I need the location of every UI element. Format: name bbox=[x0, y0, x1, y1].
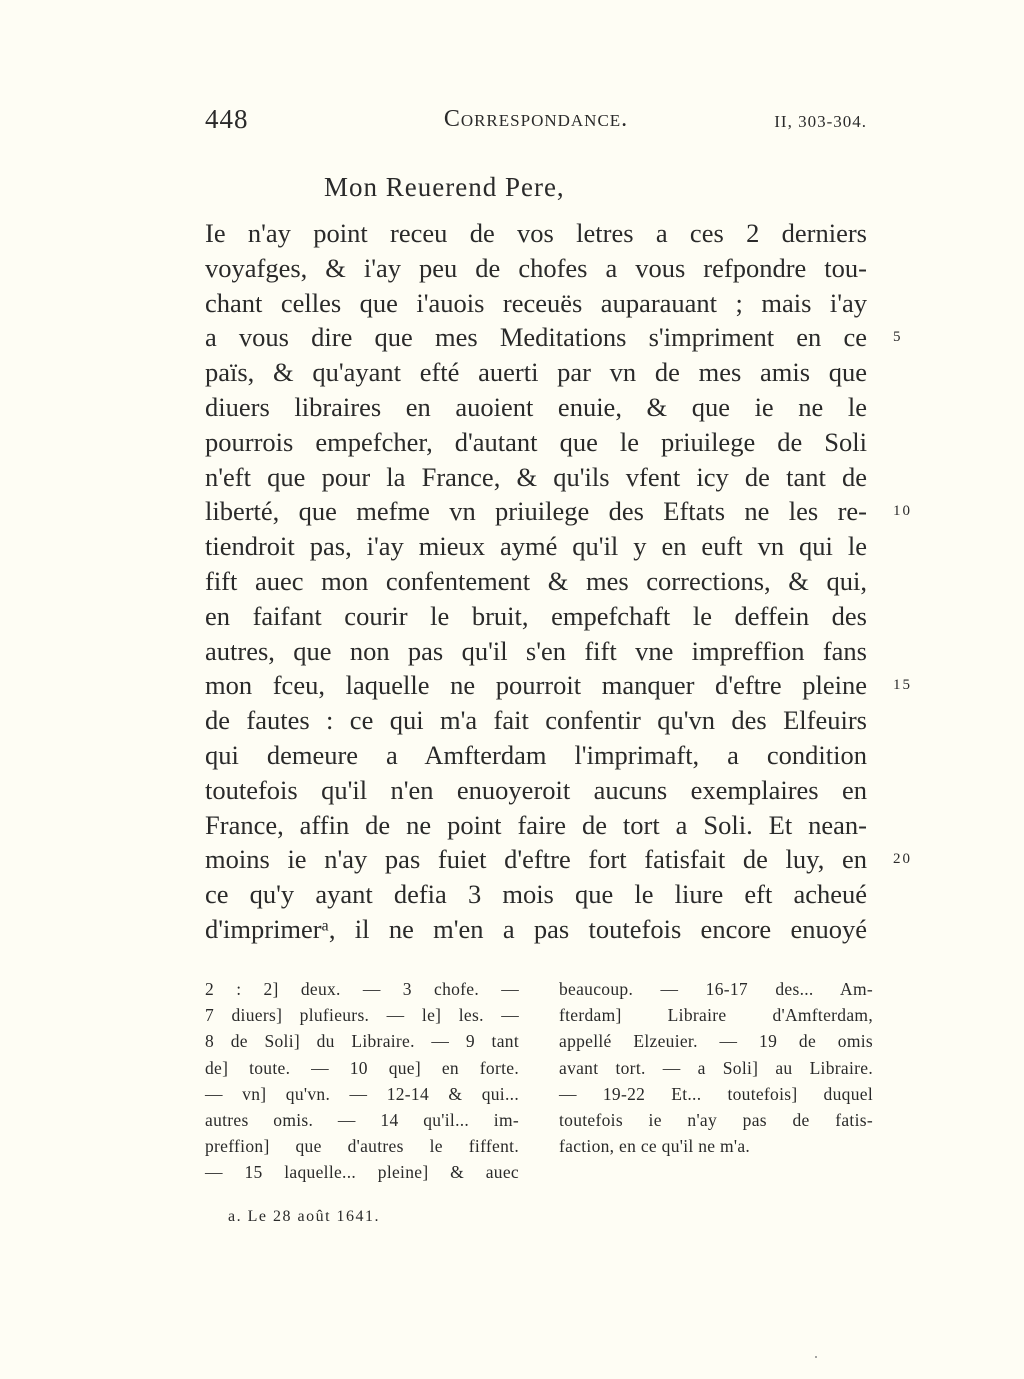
text-line: autres, que non pas qu'il s'en fift vne impreffion fans bbox=[205, 635, 867, 666]
salutation: Mon Reuerend Pere, bbox=[324, 172, 565, 202]
text-line: d'imprimerᵃ, il ne m'en a pas toutefois encore enuoyé bbox=[205, 913, 867, 944]
text-line: Ie n'ay point receu de vos letres a ces 2 derniers bbox=[205, 218, 867, 248]
variant-note-line: autres omis. — 14 qu'il... im- bbox=[205, 1109, 519, 1130]
text-line: tiendroit pas, i'ay mieux aymé qu'il y en euft vn qui le bbox=[205, 531, 867, 562]
running-title: Correspondance. bbox=[443, 106, 629, 132]
line-number: 15 bbox=[893, 677, 912, 694]
variant-note-line: — 15 laquelle... pleine] & auec bbox=[205, 1162, 519, 1183]
text-line: voyafges, & i'ay peu de chofes a vous refpondre tou- bbox=[205, 252, 867, 283]
text-line: n'eft que pour la France, & qu'ils vfent icy de tant de bbox=[205, 461, 867, 492]
variant-notes-right-column bbox=[559, 976, 873, 1159]
text-line: fift auec mon confentement & mes corrections, & qui, bbox=[205, 565, 867, 596]
page-number: 448 bbox=[205, 104, 249, 134]
variant-note-line: 7 diuers] plufieurs. — le] les. — bbox=[205, 1005, 519, 1026]
variant-note-line: 8 de Soli] du Libraire. — 9 tant bbox=[205, 1031, 519, 1052]
variant-note-line: beaucoup. — 16-17 des... Am- bbox=[559, 979, 873, 999]
text-line: païs, & qu'ayant efté auerti par vn de mes amis que bbox=[205, 357, 867, 388]
line-number: 10 bbox=[893, 503, 912, 520]
variant-note-line: faction, en ce qu'il ne m'a. bbox=[559, 1136, 751, 1157]
text-line: a vous dire que mes Meditations s'impriment en ce 5 bbox=[205, 320, 867, 355]
text-line: qui demeure a Amfterdam l'imprimaft, a condition bbox=[205, 739, 867, 770]
letter-body bbox=[205, 216, 912, 947]
variant-notes-left-column bbox=[205, 976, 519, 1186]
variant-note-line: fterdam] Libraire d'Amfterdam, bbox=[559, 1005, 873, 1026]
text-line: diuers libraires en auoient enuie, & que ie ne le bbox=[205, 391, 867, 422]
text-line: de fautes : ce qui m'a fait confentir qu'vn des Elfeuirs bbox=[205, 705, 867, 736]
text-line: France, affin de ne point faire de tort a Soli. Et nean- bbox=[205, 809, 867, 840]
variant-note-line: 2 : 2] deux. — 3 chofe. — bbox=[205, 979, 519, 999]
text-line: ce qu'y ayant defia 3 mois que le liure eft acheué bbox=[205, 879, 867, 910]
variant-note-line: preffion] que d'autres le fiffent. bbox=[205, 1136, 519, 1157]
text-line: en faifant courir le bruit, empefchaft le deffein des bbox=[205, 600, 867, 631]
text-line: chant celles que i'auois receuës auparauant ; mais i'ay bbox=[205, 287, 867, 318]
variant-note-line: avant tort. — a Soli] au Libraire. bbox=[559, 1057, 873, 1078]
page-header bbox=[205, 104, 867, 140]
variant-note-line: de] toute. — 10 que] en forte. bbox=[205, 1057, 519, 1078]
text-line: liberté, que mefme vn priuilege des Eftats ne les re- 10 bbox=[205, 494, 867, 529]
text-line: pourrois empefcher, d'autant que le priuilege de Soli bbox=[205, 426, 867, 457]
volume-reference: II, 303-304. bbox=[774, 112, 867, 131]
variant-note-line: appellé Elzeuier. — 19 de omis bbox=[559, 1031, 873, 1052]
variant-note-line: toutefois ie n'ay pas de fatis- bbox=[559, 1109, 873, 1130]
text-line: toutefois qu'il n'en enuoyeroit aucuns exemplaires en bbox=[205, 774, 867, 805]
footnote: a. Le 28 août 1641. bbox=[228, 1208, 381, 1225]
variant-note-line: — 19-22 Et... toutefois] duquel bbox=[559, 1083, 873, 1104]
text-line: mon fceu, laquelle ne pourroit manquer d'eftre pleine 15 bbox=[205, 668, 867, 703]
line-number: 5 bbox=[893, 329, 903, 346]
text-line: moins ie n'ay pas fuiet d'eftre fort fatisfait de luy, en 20 bbox=[205, 842, 867, 877]
paper-speck bbox=[815, 1356, 817, 1358]
line-number: 20 bbox=[893, 851, 912, 868]
variant-note-line: — vn] qu'vn. — 12-14 & qui... bbox=[205, 1083, 519, 1104]
